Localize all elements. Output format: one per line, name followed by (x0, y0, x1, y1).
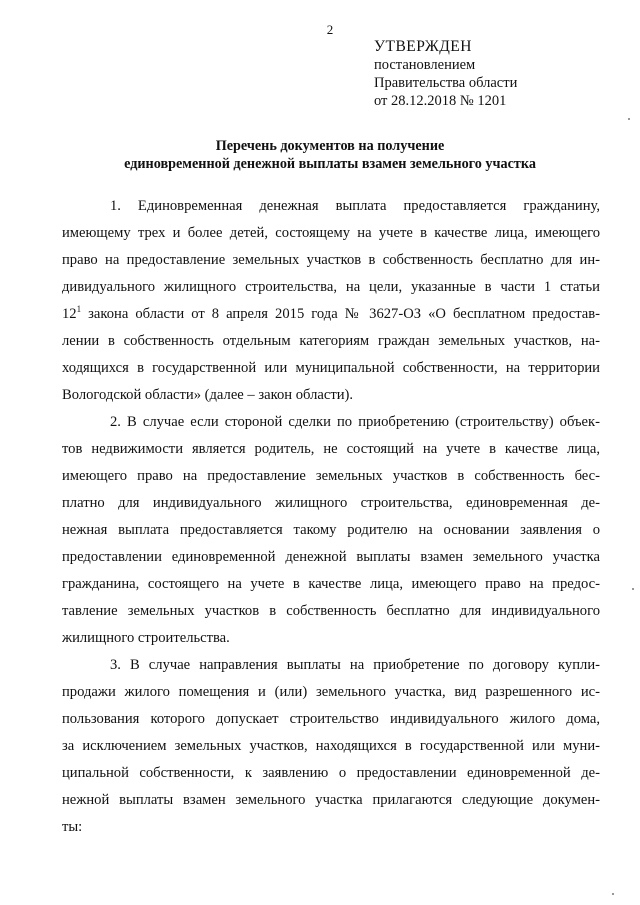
text-line: право на предоставление земельных участков в собственность бесплатно для ин- (62, 252, 600, 268)
document-title (60, 137, 600, 173)
text-line: за исключением земельных участков, находящихся в государственной или муни- (62, 738, 600, 754)
approval-line: постановлением (374, 57, 476, 73)
text-line: имеющему трех и более детей, состоящему на учете в качестве лица, имеющего (62, 225, 600, 241)
scan-speck (612, 893, 614, 895)
title-line: Перечень документов на получение (215, 138, 445, 154)
text-line: тов недвижимости является родитель, не состоящий на учете в качестве лица, (62, 441, 600, 457)
scan-speck (632, 588, 634, 590)
text-line: ходящихся в государственной или муниципальной собственности, на территории (62, 360, 600, 376)
text-line: имеющего право на предоставление земельных участков в собственность бес- (62, 468, 600, 484)
text-line: дивидуального жилищного строительства, на цели, указанные в части 1 статьи (62, 279, 600, 295)
text-line: Вологодской области» (далее – закон области). (62, 387, 354, 403)
superscript: 1 (76, 304, 82, 315)
text-line: 3. В случае направления выплаты на приобретение по договору купли- (110, 657, 600, 673)
text-line: тавление земельных участков в собственность бесплатно для индивидуального (62, 603, 600, 619)
text-line: жилищного строительства. (62, 630, 230, 646)
approval-block (374, 38, 614, 110)
paragraph-2 (62, 409, 600, 652)
approval-date: от 28.12.2018 № 1201 (374, 93, 507, 109)
paragraph-3 (62, 652, 600, 841)
text-line: ципальной собственности, к заявлению о предоставлении единовременной де- (62, 765, 600, 781)
text-fragment: 12 (62, 306, 77, 322)
paragraph-1 (62, 193, 600, 409)
approval-stamp: УТВЕРЖДЕН (374, 38, 472, 55)
text-line: пользования которого допускает строительство индивидуального жилого дома, (62, 711, 600, 727)
scan-speck (628, 118, 630, 120)
text-line: гражданина, состоящего на учете в качестве лица, имеющего право на предос- (62, 576, 600, 592)
text-line: лении в собственность отдельным категориям граждан земельных участков, на- (62, 333, 600, 349)
title-line: единовременной денежной выплаты взамен земельного участка (124, 156, 536, 172)
text-line: продажи жилого помещения и (или) земельного участка, вид разрешенного ис- (62, 684, 600, 700)
text-line: нежная выплата предоставляется такому родителю на основании заявления о (62, 522, 600, 538)
text-line: предоставлении единовременной денежной выплаты взамен земельного участка (62, 549, 600, 565)
approval-line: Правительства области (374, 75, 518, 91)
document-body (62, 193, 600, 841)
page-number: 2 (326, 22, 334, 37)
text-line: 1. Единовременная денежная выплата предоставляется гражданину, (110, 198, 600, 214)
text-fragment: закона области от 8 апреля 2015 года № 3627-ОЗ «О бесплатном предостав- (81, 306, 600, 322)
text-line: ты: (62, 819, 83, 835)
text-line: платно для индивидуального жилищного строительства, единовременная де- (62, 495, 600, 511)
text-line (62, 301, 600, 328)
text-line: 2. В случае если стороной сделки по приобретению (строительству) объек- (110, 414, 600, 430)
text-line: нежной выплаты взамен земельного участка прилагаются следующие докумен- (62, 792, 600, 808)
